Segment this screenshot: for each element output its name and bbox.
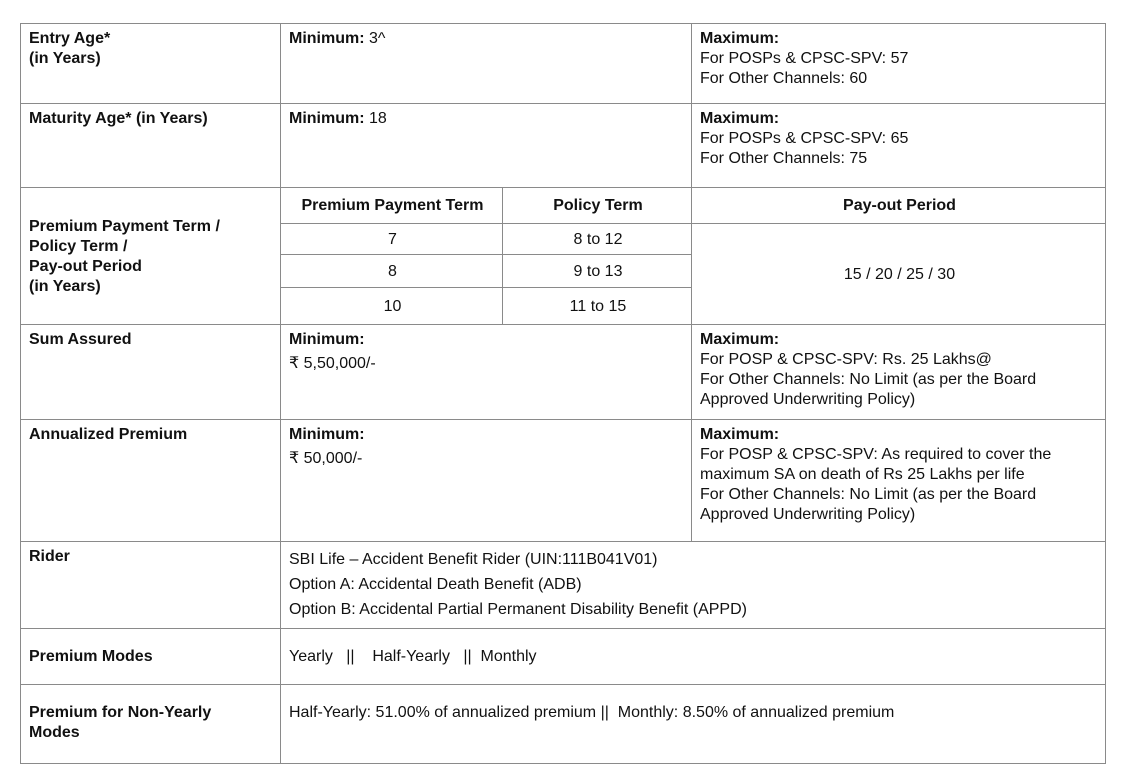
maturity-age-minimum: Minimum: 18: [281, 104, 692, 188]
sum-assured-row: [21, 325, 1106, 420]
header-premium-payment-term: Premium Payment Term: [281, 188, 503, 224]
ppt-cell: 10: [281, 288, 503, 325]
premium-modes-value: Yearly || Half-Yearly || Monthly: [281, 629, 1106, 685]
rider-row: [21, 542, 1106, 629]
annualized-premium-maximum: Maximum: For POSP & CPSC-SPV: As required to cover the maximum SA on death of Rs 25 Lakhs per life For Other Channels: No Limit (as per the Board Approved Underwriting Policy): [692, 420, 1106, 542]
terms-header-row: [21, 188, 1106, 224]
entry-age-minimum: Minimum: 3^: [281, 24, 692, 104]
policy-term-cell: 11 to 15: [503, 288, 692, 325]
non-yearly-value: Half-Yearly: 51.00% of annualized premium || Monthly: 8.50% of annualized premium: [281, 685, 1106, 764]
header-policy-term: Policy Term: [503, 188, 692, 224]
policy-term-cell: 9 to 13: [503, 255, 692, 288]
maturity-age-maximum: Maximum: For POSPs & CPSC-SPV: 65 For Other Channels: 75: [692, 104, 1106, 188]
maturity-age-row: [21, 104, 1106, 188]
terms-label: Premium Payment Term / Policy Term / Pay-out Period (in Years): [21, 188, 281, 325]
premium-modes-label: Premium Modes: [21, 629, 281, 685]
sum-assured-label: Sum Assured: [21, 325, 281, 420]
entry-age-label: Entry Age* (in Years): [21, 24, 281, 104]
annualized-premium-label: Annualized Premium: [21, 420, 281, 542]
entry-age-row: [21, 24, 1106, 104]
policy-term-cell: 8 to 12: [503, 224, 692, 255]
annualized-premium-minimum: Minimum: ₹ 50,000/-: [281, 420, 692, 542]
non-yearly-row: [21, 685, 1106, 764]
policy-features-table: [20, 23, 1106, 764]
annualized-premium-row: [21, 420, 1106, 542]
sum-assured-minimum: Minimum: ₹ 5,50,000/-: [281, 325, 692, 420]
entry-age-maximum: Maximum: For POSPs & CPSC-SPV: 57 For Other Channels: 60: [692, 24, 1106, 104]
ppt-cell: 7: [281, 224, 503, 255]
premium-modes-row: [21, 629, 1106, 685]
sum-assured-maximum: Maximum: For POSP & CPSC-SPV: Rs. 25 Lakhs@ For Other Channels: No Limit (as per the Board Approved Underwriting Policy): [692, 325, 1106, 420]
non-yearly-label: Premium for Non-Yearly Modes: [21, 685, 281, 764]
rider-label: Rider: [21, 542, 281, 629]
header-payout-period: Pay-out Period: [692, 188, 1106, 224]
payout-period-cell: 15 / 20 / 25 / 30: [692, 224, 1106, 325]
maturity-age-label: Maturity Age* (in Years): [21, 104, 281, 188]
rider-value: SBI Life – Accident Benefit Rider (UIN:111B041V01) Option A: Accidental Death Benefit (ADB) Option B: Accidental Partial Permanent Disability Benefit (APPD): [281, 542, 1106, 629]
ppt-cell: 8: [281, 255, 503, 288]
